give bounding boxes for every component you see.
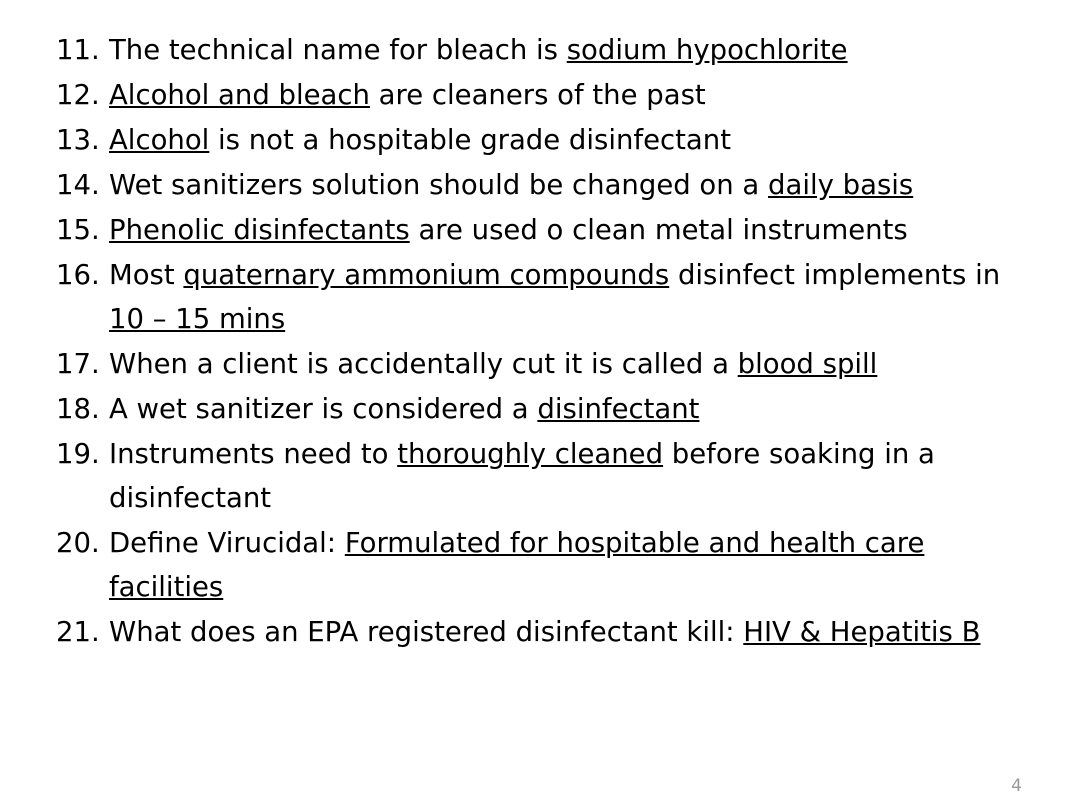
- list-item-text: [109, 34, 848, 66]
- answer-text: Alcohol and bleach: [109, 79, 370, 111]
- list-item: [56, 253, 1020, 341]
- list-item: [56, 342, 1020, 386]
- prompt-text: Most: [109, 259, 184, 291]
- list-item: [56, 387, 1020, 431]
- list-item-text: [109, 348, 877, 380]
- answer-text: Alcohol: [109, 124, 210, 156]
- prompt-text: Wet sanitizers solution should be changed on a: [109, 169, 769, 201]
- prompt-text: What does an EPA registered disinfectant kill:: [109, 616, 744, 648]
- answer-text: 10 – 15 mins: [109, 303, 286, 335]
- list-item-number: 13.: [56, 124, 100, 156]
- answer-text: daily basis: [768, 169, 914, 201]
- prompt-text: The technical name for bleach is: [109, 34, 567, 66]
- prompt-text: are used o clean metal instruments: [409, 214, 908, 246]
- answer-text: Phenolic disinfectants: [109, 214, 410, 246]
- prompt-text: are cleaners of the past: [369, 79, 706, 111]
- list-item-number: 11.: [56, 34, 100, 66]
- list-item-number: 19.: [56, 438, 100, 470]
- answer-text: Formulated for hospitable and health care facilities: [109, 527, 925, 603]
- list-item-text: [109, 527, 924, 603]
- list-item-text: [109, 169, 913, 201]
- answer-text: HIV & Hepatitis B: [743, 616, 981, 648]
- question-list: [56, 28, 1020, 654]
- prompt-text: before soaking in a disinfectant: [109, 438, 935, 514]
- answer-text: disinfectant: [537, 393, 700, 425]
- list-item-number: 14.: [56, 169, 100, 201]
- prompt-text: When a client is accidentally cut it is called a: [109, 348, 738, 380]
- prompt-text: A wet sanitizer is considered a: [109, 393, 538, 425]
- list-item-text: [109, 616, 980, 648]
- list-item: [56, 73, 1020, 117]
- list-item-number: 17.: [56, 348, 100, 380]
- list-item: [56, 118, 1020, 162]
- prompt-text: Define Virucidal:: [109, 527, 345, 559]
- list-item: [56, 163, 1020, 207]
- list-item-text: [109, 79, 706, 111]
- list-item-text: [109, 393, 699, 425]
- prompt-text: Instruments need to: [109, 438, 398, 470]
- prompt-text: disinfect implements in: [669, 259, 1001, 291]
- list-item-number: 12.: [56, 79, 100, 111]
- answer-text: blood spill: [737, 348, 878, 380]
- list-item-text: [109, 214, 908, 246]
- answer-text: sodium hypochlorite: [566, 34, 848, 66]
- answer-text: thoroughly cleaned: [397, 438, 664, 470]
- list-item-number: 21.: [56, 616, 100, 648]
- list-item: [56, 610, 1020, 654]
- list-item: [56, 521, 1020, 609]
- list-item-text: [109, 124, 731, 156]
- list-item: [56, 28, 1020, 72]
- list-item-number: 16.: [56, 259, 100, 291]
- list-item-text: [109, 438, 935, 514]
- list-item-number: 15.: [56, 214, 100, 246]
- prompt-text: is not a hospitable grade disinfectant: [209, 124, 731, 156]
- list-item-number: 18.: [56, 393, 100, 425]
- list-item: [56, 208, 1020, 252]
- page-number: 4: [1011, 776, 1022, 796]
- list-item: [56, 432, 1020, 520]
- list-item-number: 20.: [56, 527, 100, 559]
- answer-text: quaternary ammonium compounds: [183, 259, 670, 291]
- list-item-text: [109, 259, 1000, 335]
